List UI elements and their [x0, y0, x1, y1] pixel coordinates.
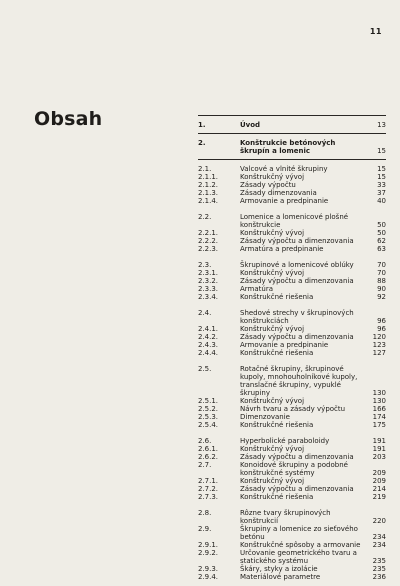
toc-entry-title: Konštrukčné riešenia	[240, 349, 314, 357]
toc-entry-number: 2.6.2.	[198, 453, 219, 461]
toc-entry-page: 174	[372, 413, 386, 421]
toc-entry-page: 219	[372, 493, 386, 501]
toc-entry-page: 62	[377, 237, 386, 245]
toc-entry-title: Lomenice a lomenicové plošné konštrukcie	[240, 213, 349, 229]
toc-entry	[198, 269, 386, 277]
toc-entry-title: Konštrukčný vývoj	[240, 173, 305, 181]
toc-entry-number: 2.2.	[198, 213, 212, 221]
toc-entry-page: 203	[372, 453, 386, 461]
toc-entry-title: Shedové strechy v škrupinových konštrukciách	[240, 309, 354, 325]
toc-entry	[198, 573, 386, 581]
toc-entry-number: 2.8.	[198, 509, 212, 517]
toc-entry	[198, 229, 386, 237]
toc-entry-number: 2.2.2.	[198, 237, 219, 245]
toc-entry-number: 2.3.3.	[198, 285, 219, 293]
toc-entry	[198, 397, 386, 405]
toc-entry-page: 220	[372, 517, 386, 525]
toc-entry-title: Armovanie a predpinanie	[240, 197, 329, 205]
toc-separator	[198, 357, 386, 365]
toc-entry	[198, 477, 386, 485]
toc-entry	[198, 121, 386, 129]
toc-entry-page: 88	[377, 277, 386, 285]
toc-entry	[198, 421, 386, 429]
toc-entry-page: 90	[377, 285, 386, 293]
toc-entry-title: Zásady dimenzovania	[240, 189, 317, 197]
toc-entry-title: Škáry, styky a izolácie	[240, 565, 318, 573]
toc-separator	[198, 429, 386, 437]
toc-entry-number: 2.9.2.	[198, 549, 219, 557]
toc-entry-page: 40	[377, 197, 386, 205]
toc-separator	[198, 501, 386, 509]
toc-entry	[198, 485, 386, 493]
toc-entry	[198, 549, 386, 565]
toc-entry-title: Konštrukčné riešenia	[240, 421, 314, 429]
toc-entry-page: 15	[377, 147, 386, 155]
toc-separator	[198, 205, 386, 213]
toc-separator	[198, 115, 386, 116]
toc-entry-page: 127	[372, 349, 386, 357]
toc-entry-title: Konštrukcie betónových škrupín a lomenic	[240, 139, 336, 155]
toc-entry-title: Návrh tvaru a zásady výpočtu	[240, 405, 346, 413]
toc-entry-number: 2.7.	[198, 461, 212, 469]
toc-entry-title: Konštrukčný vývoj	[240, 397, 305, 405]
toc-entry-title: Konštrukčný vývoj	[240, 445, 305, 453]
toc-entry-page: 236	[372, 573, 386, 581]
toc-entry-page: 33	[377, 181, 386, 189]
toc-entry-title: Konštrukčné spôsoby a armovanie	[240, 541, 361, 549]
toc-entry-title: Úvod	[240, 121, 261, 129]
toc-entry-title: Materiálové parametre	[240, 573, 321, 581]
toc-entry	[198, 237, 386, 245]
toc-entry-number: 2.5.1.	[198, 397, 219, 405]
toc-entry-number: 2.1.2.	[198, 181, 219, 189]
toc-entry-number: 2.3.1.	[198, 269, 219, 277]
toc-entry-page: 123	[372, 341, 386, 349]
toc-entry-page: 214	[372, 485, 386, 493]
toc-entry-number: 2.1.4.	[198, 197, 219, 205]
toc-entry-page: 235	[372, 557, 386, 565]
toc-entry-page: 130	[372, 389, 386, 397]
toc-entry-page: 191	[372, 445, 386, 453]
toc-entry-number: 2.4.1.	[198, 325, 219, 333]
toc-entry-number: 2.7.1.	[198, 477, 219, 485]
toc-entry-page: 50	[377, 229, 386, 237]
toc-entry-page: 37	[377, 189, 386, 197]
toc-entry	[198, 245, 386, 253]
toc-entry	[198, 453, 386, 461]
toc-entry	[198, 173, 386, 181]
toc-entry-page: 175	[372, 421, 386, 429]
toc-entry-page: 166	[372, 405, 386, 413]
toc-entry-page: 50	[377, 221, 386, 229]
toc-entry	[198, 189, 386, 197]
toc-entry-page: 191	[372, 437, 386, 445]
toc-entry-title: Konštrukčný vývoj	[240, 325, 305, 333]
toc-entry	[198, 349, 386, 357]
toc-entry-page: 130	[372, 397, 386, 405]
toc-entry-page: 96	[377, 317, 386, 325]
toc-entry-number: 2.5.3.	[198, 413, 219, 421]
toc-entry-number: 2.7.2.	[198, 485, 219, 493]
toc-entry-page: 15	[377, 165, 386, 173]
toc-entry	[198, 341, 386, 349]
toc-entry	[198, 285, 386, 293]
toc-entry-number: 2.9.4.	[198, 573, 219, 581]
toc-entry-page: 13	[377, 121, 386, 129]
toc-entry-title: Konštrukčný vývoj	[240, 477, 305, 485]
toc-entry-number: 2.9.1.	[198, 541, 219, 549]
toc-entry-number: 2.1.3.	[198, 189, 219, 197]
toc-entry-page: 234	[372, 541, 386, 549]
toc-entry	[198, 541, 386, 549]
toc-entry-page: 70	[377, 269, 386, 277]
toc-entry-number: 2.5.	[198, 365, 212, 373]
table-of-contents	[198, 111, 386, 581]
toc-entry	[198, 309, 386, 325]
toc-entry-number: 2.3.2.	[198, 277, 219, 285]
toc-entry-number: 2.9.	[198, 525, 212, 533]
toc-entry-title: Zásady výpočtu a dimenzovania	[240, 277, 354, 285]
toc-entry-title: Zásady výpočtu a dimenzovania	[240, 453, 354, 461]
toc-entry-number: 2.3.	[198, 261, 212, 269]
toc-entry	[198, 333, 386, 341]
toc-entry-page: 15	[377, 173, 386, 181]
toc-entry-title: Rôzne tvary škrupinových konštrukcií	[240, 509, 331, 525]
toc-entry	[198, 213, 386, 229]
toc-entry-number: 2.5.4.	[198, 421, 219, 429]
page-number: 11	[369, 27, 382, 36]
toc-entry-title: Konoidové škrupiny a podobné konštrukčné systémy	[240, 461, 348, 477]
toc-entry	[198, 509, 386, 525]
toc-entry	[198, 445, 386, 453]
toc-entry	[198, 437, 386, 445]
toc-entry-title: Konštrukčný vývoj	[240, 269, 305, 277]
toc-separator	[198, 301, 386, 309]
toc-entry-page: 234	[372, 533, 386, 541]
toc-entry-title: Armatúra	[240, 285, 274, 293]
toc-entry-number: 2.6.1.	[198, 445, 219, 453]
toc-entry	[198, 139, 386, 155]
toc-entry-title: Škrupinové a lomenicové oblúky	[240, 261, 354, 269]
toc-entry-page: 63	[377, 245, 386, 253]
toc-entry	[198, 277, 386, 285]
toc-entry-number: 1.	[198, 121, 206, 129]
toc-entry	[198, 325, 386, 333]
toc-entry-title: Hyperbolické paraboloidy	[240, 437, 330, 445]
toc-entry-number: 2.	[198, 139, 206, 147]
toc-entry-page: 235	[372, 565, 386, 573]
toc-entry-page: 92	[377, 293, 386, 301]
toc-entry	[198, 197, 386, 205]
toc-entry-title: Zásady výpočtu a dimenzovania	[240, 237, 354, 245]
toc-entry-title: Škrupiny a lomenice zo sieťového betónu	[240, 525, 358, 541]
toc-entry-number: 2.9.3.	[198, 565, 219, 573]
toc-entry-title: Valcové a vlnité škrupiny	[240, 165, 328, 173]
toc-entry-title: Konštrukčný vývoj	[240, 229, 305, 237]
toc-entry-page: 70	[377, 261, 386, 269]
toc-entry-number: 2.3.4.	[198, 293, 219, 301]
toc-entry-number: 2.7.3.	[198, 493, 219, 501]
toc-entry-page: 209	[372, 477, 386, 485]
toc-entry-number: 2.2.3.	[198, 245, 219, 253]
toc-entry	[198, 181, 386, 189]
toc-entry-title: Zásady výpočtu a dimenzovania	[240, 333, 354, 341]
toc-entry-number: 2.2.1.	[198, 229, 219, 237]
toc-entry	[198, 525, 386, 541]
toc-entry-page: 209	[372, 469, 386, 477]
toc-entry-title: Konštrukčné riešenia	[240, 293, 314, 301]
toc-entry-number: 2.1.1.	[198, 173, 219, 181]
toc-entry-title: Armovanie a predpinanie	[240, 341, 329, 349]
toc-entry-number: 2.4.4.	[198, 349, 219, 357]
toc-entry-title: Zásady výpočtu a dimenzovania	[240, 485, 354, 493]
toc-entry	[198, 461, 386, 477]
toc-entry-page: 96	[377, 325, 386, 333]
toc-entry-number: 2.6.	[198, 437, 212, 445]
toc-entry-title: Armatúra a predpinanie	[240, 245, 324, 253]
toc-entry-number: 2.4.3.	[198, 341, 219, 349]
toc-separator	[198, 159, 386, 160]
toc-entry-title: Konštrukčné riešenia	[240, 493, 314, 501]
toc-entry-number: 2.5.2.	[198, 405, 219, 413]
toc-entry-title: Rotačné škrupiny, škrupinové kupoly, mnohouholníkové kupoly, translačné škrupiny, vypuklé škrupiny	[240, 365, 358, 397]
toc-entry	[198, 261, 386, 269]
toc-entry	[198, 293, 386, 301]
toc-entry-title: Zásady výpočtu	[240, 181, 296, 189]
toc-separator	[198, 253, 386, 261]
toc-entry-title: Určovanie geometrického tvaru a statického systému	[240, 549, 357, 565]
toc-entry	[198, 405, 386, 413]
page-title: Obsah	[34, 108, 103, 130]
toc-entry-number: 2.1.	[198, 165, 212, 173]
toc-entry-title: Dimenzovanie	[240, 413, 290, 421]
toc-entry	[198, 365, 386, 397]
toc-entry-number: 2.4.2.	[198, 333, 219, 341]
toc-entry	[198, 413, 386, 421]
toc-entry	[198, 165, 386, 173]
toc-entry-page: 120	[372, 333, 386, 341]
toc-entry	[198, 493, 386, 501]
toc-entry-number: 2.4.	[198, 309, 212, 317]
toc-entry	[198, 565, 386, 573]
toc-separator	[198, 133, 386, 134]
